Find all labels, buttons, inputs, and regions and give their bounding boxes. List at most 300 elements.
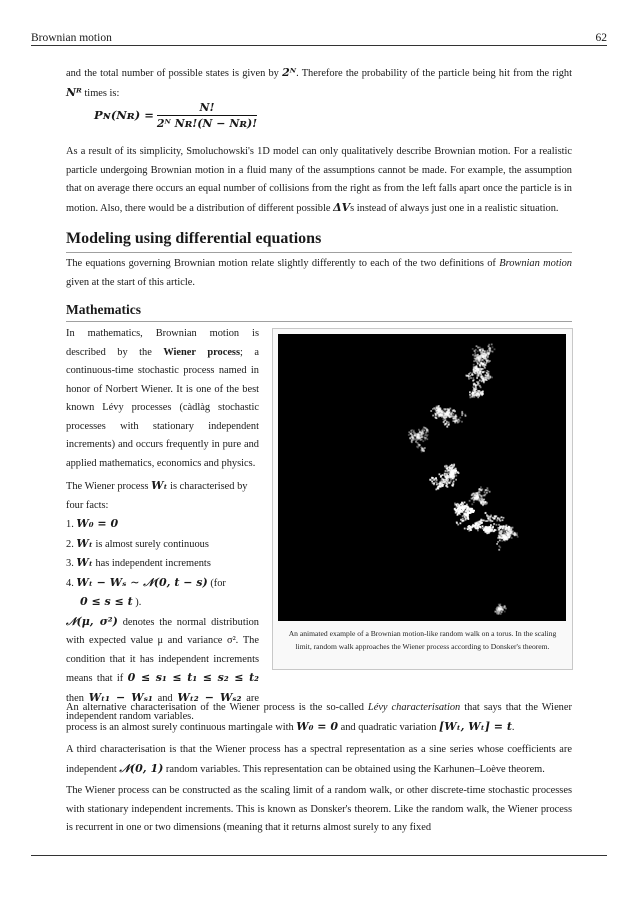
- walk-dot: [435, 477, 437, 479]
- walk-dot: [430, 410, 432, 412]
- walk-dot: [447, 475, 449, 477]
- walk-dot: [420, 439, 422, 441]
- walk-dot: [424, 447, 426, 449]
- walk-dot: [462, 518, 464, 520]
- walk-dot: [481, 520, 483, 522]
- walk-dot: [410, 433, 412, 435]
- walk-dot: [459, 417, 461, 419]
- walk-dot: [462, 515, 464, 517]
- page-number: 62: [595, 32, 607, 44]
- walk-dot: [475, 349, 477, 351]
- walk-dot: [481, 522, 483, 524]
- walk-dot: [458, 421, 460, 423]
- walk-dot: [422, 450, 424, 452]
- walk-dot: [501, 535, 503, 537]
- walk-dot: [477, 363, 479, 365]
- fact-item-3: 3. Wₜ has independent increments: [66, 556, 211, 569]
- walk-dot: [448, 422, 450, 424]
- walk-dot: [497, 527, 499, 529]
- walk-dot: [486, 370, 488, 372]
- walk-dot: [490, 524, 492, 526]
- walk-dot: [426, 429, 428, 431]
- walk-dot: [489, 347, 491, 349]
- walk-dot: [516, 534, 518, 536]
- intro-paragraph-1: and the total number of possible states is given by 2ᴺ. Therefore the probability of the particle being hit from the right Nᴿ times is:: [66, 66, 572, 99]
- walk-dot: [496, 520, 498, 522]
- walk-dot: [435, 413, 437, 415]
- walk-dot: [486, 492, 488, 494]
- walk-dot: [442, 414, 444, 416]
- walk-dot: [477, 347, 479, 349]
- math-wt: Wₜ: [151, 479, 168, 492]
- walk-dot: [472, 394, 474, 396]
- walk-dot: [453, 464, 455, 466]
- walk-dot: [465, 511, 467, 513]
- walk-dot: [509, 528, 511, 530]
- walk-dot: [439, 473, 441, 475]
- walk-dot: [481, 380, 483, 382]
- walk-dot: [450, 465, 452, 467]
- walk-dot: [511, 537, 513, 539]
- walk-dot: [474, 383, 476, 385]
- walk-dot: [489, 377, 491, 379]
- walk-dot: [492, 520, 494, 522]
- walk-dot: [446, 426, 448, 428]
- walk-dot: [474, 494, 476, 496]
- walk-dot: [452, 410, 454, 412]
- walk-dot: [475, 386, 477, 388]
- walk-dot: [472, 510, 474, 512]
- walk-dot: [477, 350, 479, 352]
- formula-denominator: 2ᴺ Nʀ!(N − Nʀ)!: [156, 116, 258, 130]
- walk-dot: [490, 515, 492, 517]
- walk-dot: [481, 489, 483, 491]
- walk-dot: [413, 437, 415, 439]
- formula-fraction: [157, 100, 257, 131]
- walk-dot: [484, 352, 486, 354]
- walk-dot: [435, 416, 437, 418]
- walk-dot: [501, 516, 503, 518]
- walk-dot: [477, 522, 479, 524]
- fact-item-4-condition: 0 ≤ s ≤ t ).: [80, 595, 142, 608]
- footer-rule: [31, 855, 607, 856]
- walk-dot: [470, 377, 472, 379]
- walk-dot: [481, 501, 483, 503]
- walk-dot: [443, 479, 445, 481]
- walk-dot: [455, 469, 457, 471]
- walk-dot: [481, 495, 483, 497]
- walk-dot: [476, 369, 478, 371]
- walk-dot: [408, 431, 410, 433]
- walk-dot: [469, 391, 471, 393]
- math-normal: 𝒩(μ, σ²): [66, 614, 118, 628]
- walk-dot: [409, 437, 411, 439]
- walk-dot: [435, 489, 437, 491]
- walk-dot: [491, 344, 493, 346]
- walk-dot: [501, 537, 503, 539]
- section-paragraph: The equations governing Brownian motion relate slightly differently to each of the two definitions of Brownian motion given at the start of this article.: [66, 258, 572, 288]
- walk-dot: [448, 424, 450, 426]
- walk-dot: [417, 447, 419, 449]
- walk-dot: [482, 528, 484, 530]
- fact-item-4: 4. Wₜ − Wₛ ∼ 𝒩(0, t − s) (for: [66, 575, 226, 589]
- walk-dot: [471, 508, 473, 510]
- walk-dot: [417, 434, 419, 436]
- walk-dot: [477, 530, 479, 532]
- walk-dot: [481, 375, 483, 377]
- walk-dot: [418, 429, 420, 431]
- walk-dot: [437, 486, 439, 488]
- walk-dot: [497, 517, 499, 519]
- walk-dot: [454, 508, 456, 510]
- walk-dot: [491, 377, 493, 379]
- walk-dot: [479, 395, 481, 397]
- walk-dot: [484, 350, 486, 352]
- walk-dot: [473, 367, 475, 369]
- walk-dot: [469, 394, 471, 396]
- walk-dot: [478, 360, 480, 362]
- walk-dot: [465, 518, 467, 520]
- walk-dot: [478, 369, 480, 371]
- walk-dot: [469, 511, 471, 513]
- walk-dot: [479, 491, 481, 493]
- walk-dot: [473, 501, 475, 503]
- walk-dot: [460, 503, 462, 505]
- walk-dot: [417, 437, 419, 439]
- walk-dot: [440, 476, 442, 478]
- walk-dot: [480, 348, 482, 350]
- random-walk-image: [278, 334, 566, 621]
- walk-dot: [422, 428, 424, 430]
- walk-dot: [500, 531, 502, 533]
- walk-dot: [411, 431, 413, 433]
- walk-dot: [415, 439, 417, 441]
- walk-dot: [432, 408, 434, 410]
- walk-dot: [424, 430, 426, 432]
- walk-dot: [419, 437, 421, 439]
- walk-dot: [506, 536, 508, 538]
- walk-dot: [472, 511, 474, 513]
- walk-dot: [488, 516, 490, 518]
- walk-dot: [456, 419, 458, 421]
- walk-dot: [421, 432, 423, 434]
- walk-dot: [471, 503, 473, 505]
- walk-dot: [468, 512, 470, 514]
- walk-dot: [467, 375, 469, 377]
- walk-dot: [480, 392, 482, 394]
- walk-dot: [451, 484, 453, 486]
- walk-dot: [432, 415, 434, 417]
- walk-dot: [503, 526, 505, 528]
- walk-dot: [499, 540, 501, 542]
- walk-dot: [485, 512, 487, 514]
- walk-dot: [438, 488, 440, 490]
- formula-numerator: N!: [157, 100, 257, 116]
- walk-dot: [477, 354, 479, 356]
- normal-distribution-paragraph: 𝒩(μ, σ²) denotes the normal distribution with expected value μ and variance σ². The condition that it has independent increments means that if 0 ≤ s₁ ≤ t₁ ≤ s₂ ≤ t₂ then Wₜ₁ − Wₛ₁ and Wₜ₂ − Wₛ₂ are independent random variables.: [66, 614, 260, 722]
- formula-lhs: Pɴ(Nʀ) =: [94, 108, 154, 122]
- walk-dot: [424, 435, 426, 437]
- walk-dot: [488, 361, 490, 363]
- walk-dot: [472, 348, 474, 350]
- walk-dot: [471, 373, 473, 375]
- walk-dot: [468, 525, 470, 527]
- walk-dot: [479, 366, 481, 368]
- walk-dot: [477, 390, 479, 392]
- walk-dot: [465, 505, 467, 507]
- walk-dot: [492, 527, 494, 529]
- donsker-paragraph: The Wiener process can be constructed as the scaling limit of a random walk, or other discrete-time stochastic processes with stationary independent increments. This is known as Donsker's theorem. Like the random walk, the Wiener process is recurrent in one or two dimensions (meaning that it returns almost surely to any fixed: [66, 785, 572, 833]
- walk-dot: [478, 497, 480, 499]
- walk-dot: [500, 608, 502, 610]
- walk-dot: [503, 517, 505, 519]
- walk-dot: [415, 434, 417, 436]
- walk-dot: [447, 467, 449, 469]
- walk-dot: [460, 522, 462, 524]
- walk-dot: [509, 530, 511, 532]
- walk-dot: [499, 529, 501, 531]
- walk-dot: [478, 383, 480, 385]
- walk-dot: [454, 411, 456, 413]
- walk-dot: [473, 364, 475, 366]
- walk-dot: [446, 483, 448, 485]
- walk-dot: [480, 486, 482, 488]
- walk-dot: [455, 416, 457, 418]
- walk-dot: [496, 543, 498, 545]
- walk-dot: [427, 434, 429, 436]
- walk-dot: [445, 419, 447, 421]
- walk-dot: [449, 473, 451, 475]
- walk-dot: [499, 527, 501, 529]
- intro-paragraph-2: As a result of its simplicity, Smoluchowski's 1D model can only qualitatively describe Brownian motion. For a realistic particle undergoing Brownian motion in a fluid many of the assumptions cannot be made. For example, the assumption that on average there occurs an equal number of collisions from the right as from the left falls apart once the particle is in motion. Also, there would be a distribution of different possible ΔVs instead of always just one in a realistic situation.: [66, 146, 572, 214]
- walk-dot: [442, 411, 444, 413]
- walk-dot: [439, 486, 441, 488]
- walk-dot: [497, 541, 499, 543]
- walk-dot: [458, 506, 460, 508]
- walk-dot: [482, 525, 484, 527]
- walk-dot: [481, 360, 483, 362]
- walk-dot: [499, 605, 501, 607]
- walk-dot: [483, 378, 485, 380]
- walk-dot: [440, 413, 442, 415]
- walk-dot: [455, 479, 457, 481]
- walk-dot: [484, 491, 486, 493]
- walk-dot: [454, 504, 456, 506]
- walk-dot: [464, 516, 466, 518]
- walk-dot: [509, 532, 511, 534]
- wiener-process-term: Wiener process: [163, 346, 241, 358]
- walk-dot: [455, 475, 457, 477]
- walk-dot: [475, 527, 477, 529]
- walk-dot: [482, 356, 484, 358]
- walk-dot: [499, 547, 501, 549]
- walk-dot: [467, 517, 469, 519]
- left-column: [66, 325, 259, 727]
- walk-dot: [473, 379, 475, 381]
- walk-dot: [495, 608, 497, 610]
- walk-dot: [482, 368, 484, 370]
- walk-dot: [475, 388, 477, 390]
- walk-dot: [437, 409, 439, 411]
- walk-dot: [473, 360, 475, 362]
- walk-dot: [494, 348, 496, 350]
- walk-dot: [483, 366, 485, 368]
- walk-dot: [482, 392, 484, 394]
- walk-dot: [490, 527, 492, 529]
- walk-dot: [478, 356, 480, 358]
- walk-dot: [492, 351, 494, 353]
- running-title: Brownian motion: [31, 32, 112, 44]
- levy-characterisation-link[interactable]: Lévy characterisation: [367, 702, 461, 713]
- walk-dot: [487, 489, 489, 491]
- walk-dot: [488, 519, 490, 521]
- walk-dot: [479, 521, 481, 523]
- walk-dot: [439, 409, 441, 411]
- walk-dot: [476, 377, 478, 379]
- fact-item-2: 2. Wₜ is almost surely continuous: [66, 536, 209, 550]
- walk-dot: [483, 529, 485, 531]
- brownian-motion-link[interactable]: Brownian motion: [499, 258, 572, 269]
- walk-dot: [457, 471, 459, 473]
- walk-dot: [494, 516, 496, 518]
- walk-dot: [485, 520, 487, 522]
- walk-dot: [467, 514, 469, 516]
- walk-dot: [484, 371, 486, 373]
- walk-dot: [474, 390, 476, 392]
- walk-dot: [500, 606, 502, 608]
- walk-dot: [425, 432, 427, 434]
- walk-dot: [457, 513, 459, 515]
- walk-dot: [453, 471, 455, 473]
- walk-dot: [433, 483, 435, 485]
- header-rule: [31, 45, 607, 46]
- walk-dot: [438, 483, 440, 485]
- walk-dot: [506, 529, 508, 531]
- subsection-heading: Mathematics: [66, 302, 572, 322]
- random-walk-plot: [278, 334, 566, 621]
- walk-dot: [423, 427, 425, 429]
- walk-dot: [496, 529, 498, 531]
- walk-dot: [444, 481, 446, 483]
- walk-dot: [446, 477, 448, 479]
- walk-dot: [457, 509, 459, 511]
- walk-dot: [469, 375, 471, 377]
- walk-dot: [465, 415, 467, 417]
- walk-dot: [482, 371, 484, 373]
- walk-dot: [458, 419, 460, 421]
- walk-dot: [419, 444, 421, 446]
- walk-dot: [477, 396, 479, 398]
- walk-dot: [445, 408, 447, 410]
- fact-item-1: 1. W₀ = 0: [66, 517, 119, 530]
- walk-dot: [486, 514, 488, 516]
- walk-dot: [461, 521, 463, 523]
- walk-dot: [516, 532, 518, 534]
- walk-dot: [466, 504, 468, 506]
- page-header: [31, 26, 607, 44]
- walk-dot: [424, 439, 426, 441]
- facts-list: [66, 515, 259, 613]
- walk-dot: [503, 530, 505, 532]
- walk-dot: [464, 528, 466, 530]
- walk-dot: [485, 531, 487, 533]
- walk-dot: [474, 393, 476, 395]
- walk-dot: [464, 502, 466, 504]
- walk-dot: [467, 507, 469, 509]
- walk-dot: [508, 526, 510, 528]
- walk-dot: [472, 354, 474, 356]
- walk-dot: [455, 510, 457, 512]
- walk-dot: [487, 373, 489, 375]
- walk-dot: [442, 474, 444, 476]
- walk-dot: [487, 375, 489, 377]
- walk-dot: [445, 423, 447, 425]
- walk-dot: [480, 352, 482, 354]
- walk-dot: [514, 534, 516, 536]
- walk-dot: [461, 421, 463, 423]
- walk-dot: [501, 611, 503, 613]
- walk-dot: [475, 522, 477, 524]
- walk-dot: [486, 379, 488, 381]
- walk-dot: [504, 537, 506, 539]
- walk-dot: [486, 532, 488, 534]
- walk-dot: [502, 519, 504, 521]
- walk-dot: [414, 432, 416, 434]
- walk-dot: [475, 355, 477, 357]
- walk-dot: [472, 377, 474, 379]
- walk-dot: [460, 506, 462, 508]
- math-nr: Nᴿ: [66, 85, 82, 99]
- walk-dot: [440, 483, 442, 485]
- walk-dot: [431, 480, 433, 482]
- walk-dot: [446, 465, 448, 467]
- walk-dot: [488, 353, 490, 355]
- walk-dot: [461, 411, 463, 413]
- walk-dot: [449, 412, 451, 414]
- walk-dot: [476, 381, 478, 383]
- walk-dot: [455, 472, 457, 474]
- walk-dot: [469, 500, 471, 502]
- walk-dot: [436, 484, 438, 486]
- walk-dot: [500, 613, 502, 615]
- walk-dot: [486, 352, 488, 354]
- walk-dot: [472, 493, 474, 495]
- walk-dot: [479, 380, 481, 382]
- walk-dot: [473, 388, 475, 390]
- levy-paragraph: An alternative characterisation of the Wiener process is the so-called Lévy characterisation that says that the Wiener process is an almost surely continuous martingale with W₀ = 0 and quadratic variation [Wₜ, Wₜ] = t.: [66, 702, 572, 733]
- walk-dot: [478, 525, 480, 527]
- walk-dot: [480, 357, 482, 359]
- walk-dot: [506, 538, 508, 540]
- walk-dot: [466, 528, 468, 530]
- walk-dot: [450, 481, 452, 483]
- walk-dot: [482, 520, 484, 522]
- walk-dot: [446, 415, 448, 417]
- walk-dot: [473, 499, 475, 501]
- walk-dot: [485, 503, 487, 505]
- walk-dot: [504, 605, 506, 607]
- walk-dot: [408, 434, 410, 436]
- walk-dot: [447, 470, 449, 472]
- walk-dot: [472, 392, 474, 394]
- walk-dot: [509, 535, 511, 537]
- walk-dot: [445, 470, 447, 472]
- wiener-intro-paragraph: In mathematics, Brownian motion is described by the Wiener process; a continuous-time stochastic process named in honor of Norbert Wiener. It is one of the best known Lévy processes (càdlàg stochastic processes with stationary independent increments) and occurs frequently in pure and applied mathematics, economics and physics.: [66, 328, 259, 469]
- walk-dot: [442, 484, 444, 486]
- walk-dot: [482, 364, 484, 366]
- walk-dot: [482, 348, 484, 350]
- walk-dot: [452, 416, 454, 418]
